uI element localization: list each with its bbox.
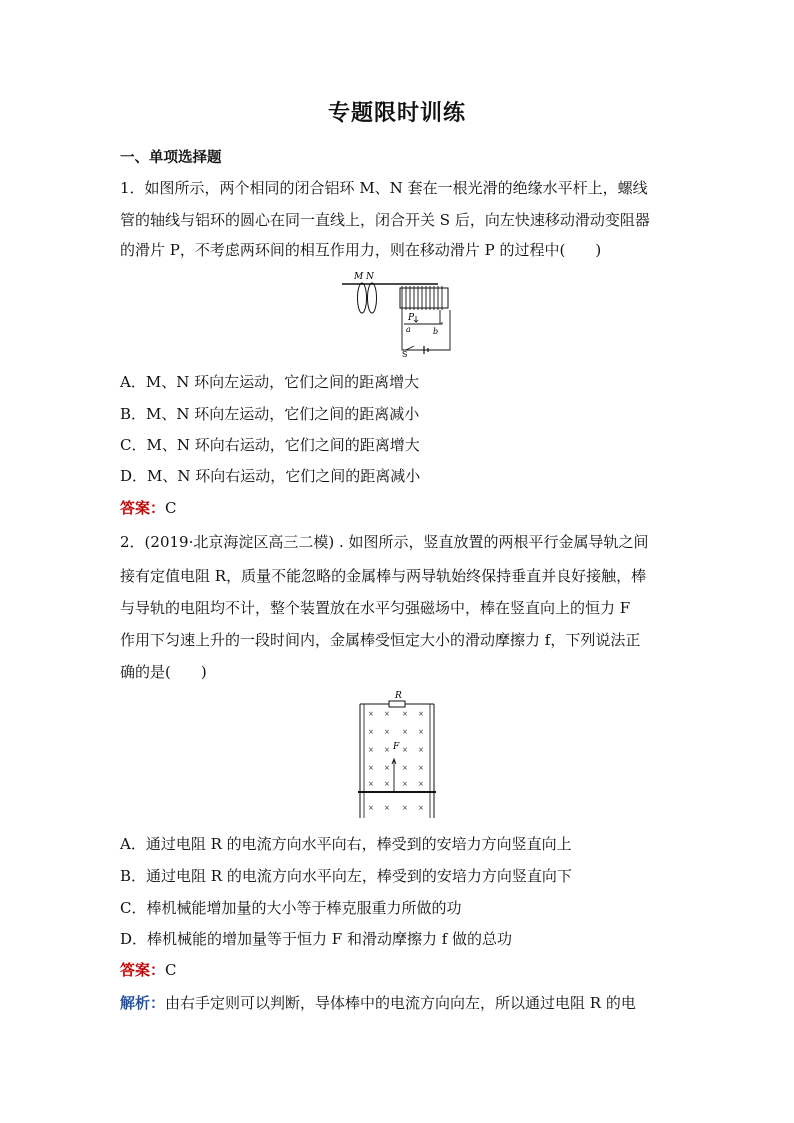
q1-line-1: 1．如图所示，两个相同的闭合铝环 M、N 套在一根光滑的绝缘水平杆上，螺线 [120, 179, 648, 197]
label-F: F [393, 742, 400, 752]
answer-value: C [165, 961, 177, 979]
svg-text:×: × [368, 804, 374, 812]
section-heading: 一、单项选择题 [120, 150, 222, 166]
q2-option-c: C．棒机械能增加量的大小等于棒克服重力所做的功 [120, 899, 462, 917]
svg-text:×: × [402, 764, 408, 772]
q2-analysis [120, 993, 636, 1013]
svg-text:×: × [384, 728, 390, 736]
svg-text:×: × [384, 710, 390, 718]
slider-arrow [414, 316, 418, 322]
svg-text:×: × [368, 780, 374, 788]
svg-text:×: × [402, 728, 408, 736]
svg-text:×: × [368, 746, 374, 754]
answer-label: 答案： [120, 961, 166, 979]
ring-N [368, 283, 377, 313]
q1-line-3: 的滑片 P，不考虑两环间的相互作用力，则在移动滑片 P 的过程中( ) [120, 241, 602, 259]
answer-label: 答案： [120, 499, 166, 517]
q1-answer [120, 498, 177, 518]
q1-option-b: B．M、N 环向左运动，它们之间的距离减小 [120, 405, 420, 423]
solenoid-core [400, 288, 448, 308]
svg-text:×: × [368, 710, 374, 718]
q2-line-2: 接有定值电阻 R，质量不能忽略的金属棒与两导轨始终保持垂直并良好接触，棒 [120, 567, 647, 585]
svg-text:×: × [384, 746, 390, 754]
q2-line-4: 作用下匀速上升的一段时间内，金属棒受恒定大小的滑动摩擦力 f，下列说法正 [120, 631, 641, 649]
answer-value: C [165, 499, 177, 517]
label-a: a [406, 325, 411, 334]
svg-text:×: × [402, 746, 408, 754]
analysis-label: 解析： [120, 994, 166, 1012]
q2-figure [358, 688, 436, 820]
solenoid-coils [402, 286, 442, 310]
q2-option-a: A．通过电阻 R 的电流方向水平向右，棒受到的安培力方向竖直向上 [120, 835, 572, 853]
svg-text:×: × [418, 710, 424, 718]
label-S: S [402, 350, 408, 358]
label-b: b [433, 327, 439, 336]
force-arrow [392, 759, 396, 792]
svg-text:×: × [368, 764, 374, 772]
svg-text:×: × [384, 804, 390, 812]
svg-text:×: × [402, 780, 408, 788]
q2-answer [120, 960, 177, 980]
svg-text:×: × [384, 764, 390, 772]
label-N: N [366, 272, 374, 282]
label-M: M [354, 272, 364, 282]
svg-text:×: × [368, 728, 374, 736]
q2-line-1: 2．(2019·北京海淀区高三二模) . 如图所示，竖直放置的两根平行金属导轨之间 [120, 533, 649, 551]
analysis-text: 由右手定则可以判断，导体棒中的电流方向向左，所以通过电阻 R 的电 [165, 994, 636, 1012]
svg-text:×: × [418, 746, 424, 754]
page-title: 专题限时训练 [327, 101, 466, 126]
q2-option-d: D．棒机械能的增加量等于恒力 F 和滑动摩擦力 f 做的总功 [120, 930, 513, 948]
svg-text:×: × [418, 764, 424, 772]
svg-text:×: × [384, 780, 390, 788]
q2-line-5: 确的是( ) [120, 663, 207, 681]
svg-text:×: × [418, 804, 424, 812]
switch [406, 346, 414, 350]
q2-option-b: B．通过电阻 R 的电流方向水平向左，棒受到的安培力方向竖直向下 [120, 867, 572, 885]
q1-line-2: 管的轴线与铝环的圆心在同一直线上，闭合开关 S 后，向左快速移动滑动变阻器 [120, 211, 650, 229]
svg-text:×: × [418, 728, 424, 736]
resistor [389, 701, 405, 707]
svg-text:×: × [402, 710, 408, 718]
q1-option-a: A．M、N 环向左运动，它们之间的距离增大 [120, 373, 420, 391]
label-P: P [408, 313, 415, 323]
field-crosses [368, 710, 424, 812]
q2-line-3: 与导轨的电阻均不计，整个装置放在水平匀强磁场中，棒在竖直向上的恒力 F [120, 599, 631, 617]
q1-option-d: D．M、N 环向右运动，它们之间的距离减小 [120, 467, 421, 485]
svg-text:×: × [402, 804, 408, 812]
label-R: R [395, 691, 402, 701]
ring-M [358, 283, 367, 313]
q1-option-c: C．M、N 环向右运动，它们之间的距离增大 [120, 436, 420, 454]
q1-figure [340, 266, 462, 358]
svg-text:×: × [418, 780, 424, 788]
